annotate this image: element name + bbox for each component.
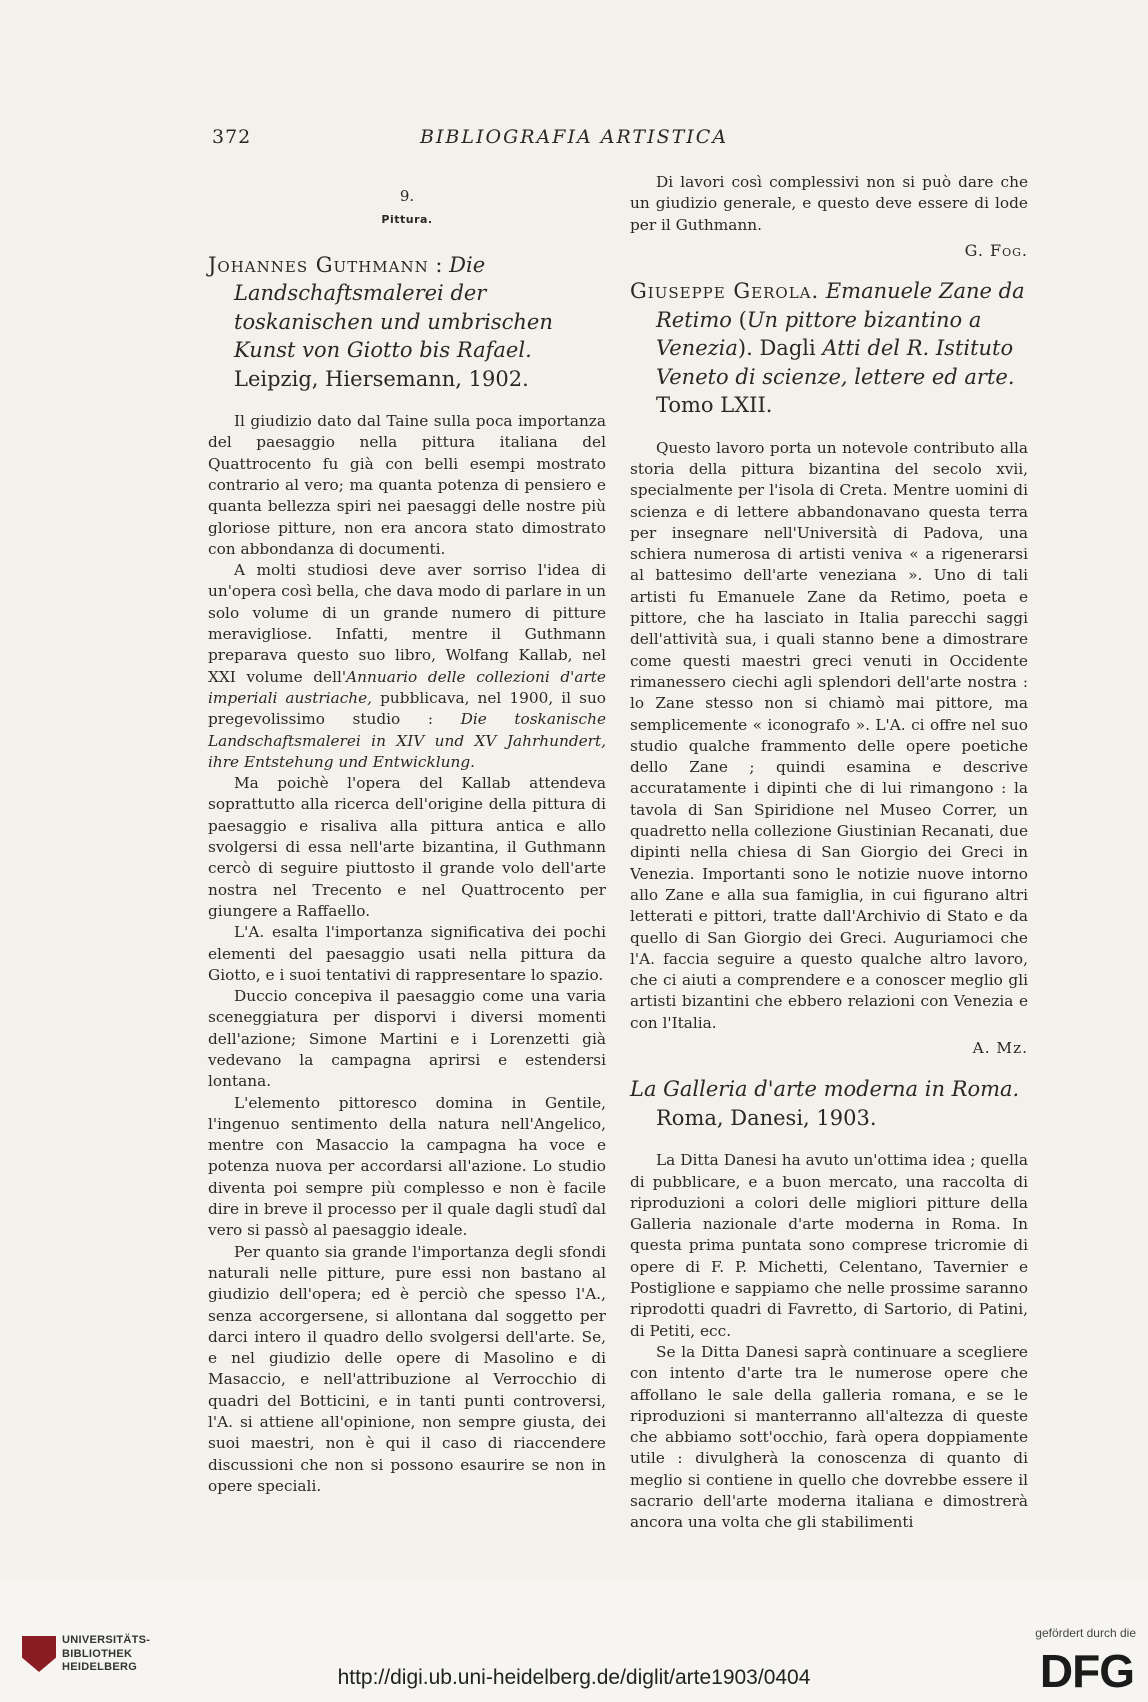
entry-publication: Roma, Danesi, 1903. [656, 1105, 877, 1130]
library-line: UNIVERSITÄTS- [62, 1634, 151, 1646]
entry-author: Giuseppe Gerola. [630, 279, 820, 304]
spacer [630, 261, 1028, 277]
entry-title-gerola [630, 277, 1028, 420]
italic-run: Die toskanische Landschaftsmalerei in XIV und XV Jahrhundert, ihre Entstehung und Entwicklung. [208, 710, 607, 771]
entry-publication: Tomo LXII. [656, 393, 773, 418]
paragraph: La Ditta Danesi ha avuto un'ottima idea ; quella di pubblicare, e a buon mercato, una raccolta di riproduzioni a colori delle migliori pitture della Galleria nazionale d'arte moderna in Roma. In questa prima puntata sono comprese tricromie di opere di F. P. Michetti, Celentano, Tavernier e Postiglione e sappiamo che nelle prossime saranno riprodotti quadri di Favretto, di Sartorio, di Patini, di Petiti, ecc. [630, 1151, 1028, 1340]
dfg-logo[interactable]: DFG [1039, 1645, 1134, 1697]
funded-by-label: gefördert durch die [1035, 1626, 1136, 1640]
page-number: 372 [212, 126, 252, 148]
entry-subtitle: Un pittore bizantino a Venezia [656, 307, 982, 361]
entry-journal: Atti del R. Istituto Veneto di scienze, lettere ed arte. [656, 336, 1015, 389]
entry-separator: : [428, 252, 450, 277]
left-column [208, 172, 606, 1497]
text-run: ). Dagli [737, 336, 823, 361]
paragraph: Se la Ditta Danesi saprà continuare a scegliere con intento d'arte tra le numerose opere che affollano le sale della galleria romana, e se le riproduzioni si manterranno all'altezza di queste che abbiamo sott'occhio, farà opera doppiamente utile : divulgherà la conoscenza di quanto di meglio si contiene in quello che dovrebbe essere il sacrario dell'arte moderna italiana e dimostrerà ancora una volta che gli stabilimenti [630, 1342, 1028, 1532]
source-url-link[interactable]: http://digi.ub.uni-heidelberg.de/diglit/arte1903/0404 [337, 1666, 811, 1689]
paragraph: Per quanto sia grande l'importanza degli sfondi naturali nelle pitture, pure essi non bastano al giudizio dell'opera; ed è perciò che spesso l'A., senza accorgersene, si allontana dal soggetto per darci intero il quadro dello svolgersi dell'arte. Se, e nel giudizio delle opere di Masolino e di Masaccio, e nell'attribuzione al Verrocchio di quadri del Botticini, e in tanti punti controversi, l'A. si attiene all'opinione, non sempre giusta, dei suoi maestri, non è qui il caso di riaccendere discussioni che non si possono esaurire se non in opere speciali. [208, 1242, 606, 1495]
text-run: pubblicava, nel 1900, il suo pregevolissimo studio : [208, 688, 607, 729]
right-column [630, 172, 1028, 1534]
spacer [630, 1059, 1028, 1075]
signature: A. Mz. [972, 1039, 1028, 1057]
entry-book-title: La Galleria d'arte moderna in Roma. [630, 1077, 1020, 1102]
text-run: A molti studiosi deve aver sorriso l'idea di un'opera così bella, che dava modo di parlare in un solo volume di un grande numero di pitture meravigliose. Infatti, mentre il Guthmann preparava questo suo libro, Wolfang Kallab, nel XXI volume dell' [208, 561, 606, 686]
section-heading: Pittura. [381, 213, 433, 227]
italic-run: Annuario delle collezioni d'arte imperiali austriache, [208, 667, 606, 707]
paragraph: L'A. esalta l'importanza significativa dei pochi elementi del paesaggio usati nella pittura da Giotto, e i suoi tentativi di rappresentare lo spazio. [208, 923, 606, 984]
entry-title-guthmann [208, 251, 606, 394]
signature: G. Fog. [964, 240, 1028, 260]
entry-title-galleria [630, 1075, 1028, 1132]
running-header [0, 126, 1148, 156]
paragraph: Duccio concepiva il paesaggio come una varia sceneggiatura per disporvi i diversi momenti dell'azione; Simone Martini e i Lorenzetti già vedevano la campagna aprirsi e estendersi lontana. [208, 987, 606, 1091]
library-line: BIBLIOTHEK [62, 1647, 133, 1660]
section-number: 9. [399, 187, 415, 205]
entry-author: Johannes Guthmann [208, 252, 429, 277]
paragraph: Ma poichè l'opera del Kallab attendeva soprattutto alla ricerca dell'origine della pittura di paesaggio e risaliva alla pittura antica e allo svolgersi di essa nell'arte bizantina, il Guthmann cercò di seguire piuttosto il grande volo dell'arte nostra nel Trecento e nel Quattrocento per giungere a Raffaello. [208, 774, 606, 920]
paragraph [208, 560, 606, 773]
paragraph: Di lavori così complessivi non si può dare che un giudizio generale, e questo deve essere di lode per il Guthmann. [630, 173, 1028, 234]
text-run: ( [731, 307, 747, 332]
entry-book-title: Emanuele Zane da Retimo [656, 279, 1025, 332]
running-title: BIBLIOGRAFIA ARTISTICA [419, 126, 729, 148]
paragraph: Il giudizio dato dal Taine sulla poca importanza del paesaggio nella pittura italiana del Quattrocento fu già con belli esempi mostrato contrario al vero; ma quanta potenza di pensiero e quanta bellezza spiri nei paesaggi delle nostre più gloriose pitture, non era ancora stato dimostrato con abbondanza di documenti. [208, 412, 606, 558]
library-line: HEIDELBERG [62, 1661, 138, 1673]
entry-publication: Leipzig, Hiersemann, 1902. [234, 366, 529, 391]
paragraph: L'elemento pittoresco domina in Gentile, l'ingenuo sentimento della natura nell'Angelico, mentre con Masaccio la campagna ha voce e potenza nuova per accordarsi all'azione. Lo studio diventa poi sempre più complesso e non è facile dire in breve il processo per il quale dagli studî dal vero si passò al paesaggio ideale. [208, 1093, 606, 1240]
entry-book-title: Die Landschaftsmalerei der toskanischen und umbrischen Kunst von Giotto bis Rafael. [234, 252, 553, 363]
paragraph: Questo lavoro porta un notevole contributo alla storia della pittura bizantina del secolo xvii, specialmente per l'isola di Creta. Mentre uomini di scienza e di lettere abbandonavano questa terra per insegnare nell'Università di Padova, una schiera numerosa di artisti veniva « a rigenerarsi al battesimo dell'arte veneziana ». Uno di tali artisti fu Emanuele Zane da Retimo, poeta e pittore, che ha lasciato in Italia parecchi saggi dell'attività sua, i quali stanno bene a dimostrare come questi maestri greci venuti in Occidente rimanessero ciechi agli splendori dell'arte nostra : lo Zane stesso non si chiamò mai pittore, ma semplicemente « iconografo ». L'A. ci offre nel suo studio qualche frammento delle opere poetiche dello Zane ; quindi esamina e descrive accuratamente i dipinti che di lui rimangono : la tavola di San Spiridione nel Museo Correr, un quadretto nella collezione Giustinian Recanati, due dipinti nella chiesa di San Giorgio dei Greci in Venezia. Importanti sono le notizie nuove intorno allo Zane e alla sua famiglia, in cui figurano altri letterati e pittori, tratte dall'Archivio di Stato e da quello di San Giorgio dei Greci. Auguriamoci che l'A. faccia seguire a questo qualche altro lavoro, che ci aiuti a comprendere e a conoscer meglio gli artisti bizantini che ebbero relazioni con Venezia e con l'Italia. [630, 438, 1028, 1032]
